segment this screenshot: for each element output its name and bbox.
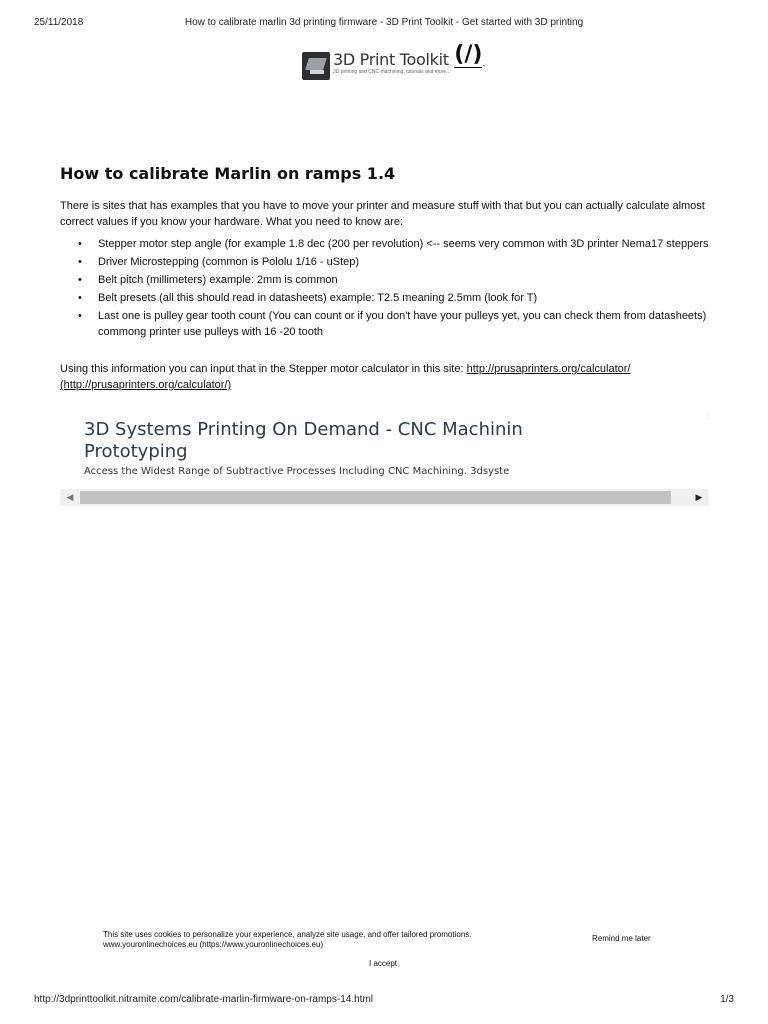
horizontal-scrollbar[interactable]: [60, 489, 709, 506]
ad-description: Access the Widest Range of Subtractive Processes Including CNC Machining. 3dsyste: [84, 466, 510, 477]
cookie-notice-text: This site uses cookies to personalize your experience, analyze site usage, and offer tailored promotions.: [103, 930, 472, 939]
print-footer-url: http://3dprinttoolkit.nitramite.com/calibrate-marlin-firmware-on-ramps-14.html: [34, 994, 373, 1005]
list-item: • Belt presets (all this should read in datasheets) example: T2.5 meaning 2.5mm (look for T): [98, 290, 746, 306]
scroll-left-arrow-icon[interactable]: ◀: [66, 492, 74, 502]
logo-title: 3D Print Toolkit: [333, 50, 449, 69]
site-logo[interactable]: [302, 42, 486, 80]
calculator-text: Using this information you can input that in the Stepper motor calculator in this site:: [60, 363, 467, 375]
home-link[interactable]: (/): [454, 42, 483, 67]
list-item: • Last one is pulley gear tooth count (You can count or if you don't have your pulleys yet, you can check them from datasheets) commong printer use pulleys with 16 -20 tooth: [98, 308, 746, 340]
print-date: 25/11/2018: [34, 17, 84, 28]
cookie-choices-link[interactable]: www.youronlinechoices.eu (https://www.youronlinechoices.eu): [103, 940, 324, 949]
ad-options-icon[interactable]: :: [706, 412, 709, 421]
logo-tagline: 3D printing and CNC machining, tutorials and more...: [333, 69, 451, 75]
printer-logo-icon: [302, 52, 330, 80]
scroll-right-arrow-icon[interactable]: ▶: [695, 492, 703, 502]
article-intro: There is sites that has examples that you have to move your printer and measure stuff with that but you can actually calculate almost correct values if you know your hardware. What you need to know are:: [60, 200, 705, 228]
list-item: • Belt pitch (millimeters) example: 2mm is common: [98, 272, 746, 288]
calculator-link[interactable]: http://prusaprinters.org/calculator/: [466, 363, 631, 375]
cookie-notice: [103, 930, 533, 950]
article-heading: How to calibrate Marlin on ramps 1.4: [60, 164, 396, 183]
remind-later-button[interactable]: Remind me later: [592, 934, 651, 943]
home-link-dot: .: [482, 58, 486, 69]
list-item: • Driver Microstepping (common is Pololu 1/16 - uStep): [98, 254, 746, 270]
calculator-paragraph: [60, 361, 708, 393]
calculator-link-url[interactable]: (http://prusaprinters.org/calculator/): [60, 379, 232, 391]
accept-cookies-button[interactable]: I accept: [369, 959, 398, 968]
scrollbar-thumb[interactable]: [80, 491, 671, 504]
print-page-title: How to calibrate marlin 3d printing firmware - 3D Print Toolkit - Get started with 3D printing: [184, 17, 584, 28]
list-item: • Stepper motor step angle (for example 1.8 dec (200 per revolution) <-- seems very common with 3D printer Nema17 steppers: [98, 236, 746, 252]
ad-title[interactable]: 3D Systems Printing On Demand - CNC Machinin Prototyping: [84, 419, 523, 462]
print-page-number: 1/3: [720, 994, 734, 1005]
requirements-list: [60, 236, 746, 342]
